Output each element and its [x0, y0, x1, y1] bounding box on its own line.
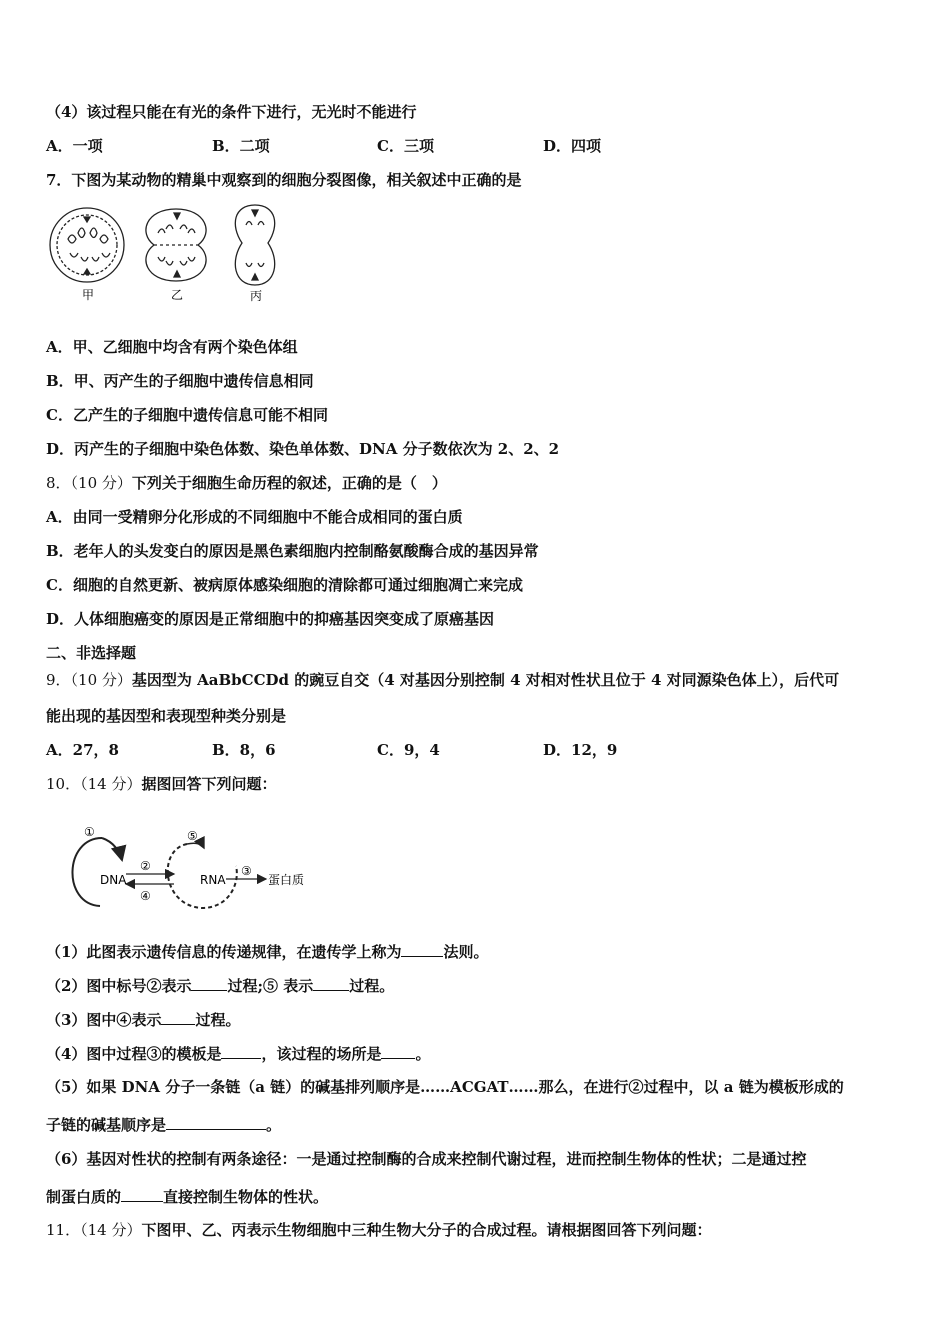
q7-option-d: D．丙产生的子细胞中染色体数、染色单体数、DNA 分子数依次为 2、2、2	[46, 440, 560, 458]
q10-p3-text: （3）图中④表示	[46, 1011, 162, 1029]
q10-part5-line1: （5）如果 DNA 分子一条链（a 链）的碱基排列顺序是……ACGAT……那么，在进行②过程中，以 a 链为模板形成的	[46, 1078, 844, 1096]
q10-p6-text: 制蛋白质的	[46, 1188, 122, 1206]
q7-stem: 7．下图为某动物的精巢中观察到的细胞分裂图像，相关叙述中正确的是	[46, 171, 522, 189]
cell-jia	[50, 208, 124, 282]
diagram-mark-3: ③	[241, 864, 252, 878]
q10-stem: 据图回答下列问题：	[141, 775, 277, 793]
fig-label-yi: 乙	[171, 288, 184, 302]
q6-item4: （4）该过程只能在有光的条件下进行，无光时不能进行	[46, 103, 417, 121]
q11-number: 11．	[46, 1221, 81, 1239]
q7-option-b: B．甲、丙产生的子细胞中遗传信息相同	[46, 372, 314, 390]
q10-part6-line2	[46, 1186, 328, 1207]
q11-stem: 下图甲、乙、丙表示生物细胞中三种生物大分子的合成过程。请根据图回答下列问题：	[141, 1221, 712, 1239]
cell-yi	[146, 209, 206, 281]
q11-stem-line	[46, 1220, 711, 1240]
q10-p1-text: （1）此图表示遗传信息的传递规律，在遗传学上称为	[46, 943, 402, 961]
q10-part2	[46, 975, 394, 996]
fig-label-bing: 丙	[250, 289, 263, 303]
diagram-mark-1: ①	[84, 825, 95, 839]
q10-p2-mid: 过程;⑤ 表示	[227, 977, 314, 995]
q10-p2-text: （2）图中标号②表示	[46, 977, 192, 995]
q9-stem-line1	[46, 670, 839, 690]
q10-points: （14 分）	[80, 775, 142, 793]
q10-p1-tail: 法则。	[443, 943, 489, 961]
q8-stem-line	[46, 473, 447, 493]
q11-points: （14 分）	[80, 1221, 142, 1239]
central-dogma-diagram	[62, 822, 322, 917]
q10-stem-line	[46, 774, 276, 794]
q7-option-c: C．乙产生的子细胞中遗传信息可能不相同	[46, 406, 328, 424]
answer-blank[interactable]	[221, 1043, 261, 1059]
diagram-protein: 蛋白质	[268, 873, 305, 887]
q10-number: 10．	[46, 775, 81, 793]
q10-part5-line2	[46, 1114, 281, 1135]
q6-option-c: C．三项	[377, 137, 434, 155]
q10-part6-line1: （6）基因对性状的控制有两条途径：一是通过控制酶的合成来控制代谢过程，进而控制生物体的性状；二是通过控	[46, 1150, 807, 1168]
q10-part4	[46, 1043, 430, 1064]
q8-number: 8．	[46, 474, 71, 492]
q9-number: 9．	[46, 671, 71, 689]
answer-blank[interactable]	[161, 1009, 195, 1025]
q9-stem-line2: 能出现的基因型和表现型种类分别是	[46, 707, 287, 725]
q10-p6-tail: 直接控制生物体的性状。	[163, 1188, 329, 1206]
q10-p5-tail: 。	[266, 1116, 282, 1134]
answer-blank[interactable]	[191, 975, 227, 991]
q8-option-b: B．老年人的头发变白的原因是黑色素细胞内控制酪氨酸酶合成的基因异常	[46, 542, 539, 560]
answer-blank[interactable]	[313, 975, 349, 991]
diagram-mark-5: ⑤	[187, 829, 198, 843]
cell-bing	[235, 205, 274, 285]
q9-option-c: C．9，4	[377, 741, 440, 759]
answer-blank[interactable]	[166, 1114, 266, 1130]
answer-blank[interactable]	[401, 941, 443, 957]
q10-part3	[46, 1009, 240, 1030]
q10-p2-tail: 过程。	[349, 977, 395, 995]
q10-p3-tail: 过程。	[195, 1011, 241, 1029]
q6-option-a: A．一项	[46, 137, 103, 155]
q10-p4-text: （4）图中过程③的模板是	[46, 1045, 222, 1063]
q7-option-a: A．甲、乙细胞中均含有两个染色体组	[46, 338, 298, 356]
q8-option-c: C．细胞的自然更新、被病原体感染细胞的清除都可通过细胞凋亡来完成	[46, 576, 523, 594]
q8-points: （10 分）	[70, 474, 132, 492]
diagram-rna: RNA	[200, 873, 226, 887]
fig-label-jia: 甲	[82, 288, 95, 302]
q9-stem1: 基因型为 AaBbCCDd 的豌豆自交（4 对基因分别控制 4 对相对性状且位于 4 对同源染色体上），后代可	[131, 671, 840, 689]
diagram-mark-4: ④	[140, 889, 151, 903]
answer-blank[interactable]	[381, 1043, 415, 1059]
q10-p4-mid: ，该过程的场所是	[261, 1045, 382, 1063]
answer-blank[interactable]	[121, 1186, 163, 1202]
q9-option-d: D．12，9	[543, 741, 618, 759]
q9-points: （10 分）	[70, 671, 132, 689]
q9-option-a: A．27，8	[46, 741, 119, 759]
q10-part1	[46, 941, 488, 962]
q6-option-d: D．四项	[543, 137, 602, 155]
q10-p5-text: 子链的碱基顺序是	[46, 1116, 167, 1134]
q9-option-b: B．8，6	[212, 741, 276, 759]
q8-option-a: A．由同一受精卵分化形成的不同细胞中不能合成相同的蛋白质	[46, 508, 463, 526]
diagram-dna: DNA	[100, 873, 127, 887]
q8-stem: 下列关于细胞生命历程的叙述，正确的是（ ）	[131, 474, 447, 492]
q8-option-d: D．人体细胞癌变的原因是正常细胞中的抑癌基因突变成了原癌基因	[46, 610, 495, 628]
q10-p4-tail: 。	[415, 1045, 431, 1063]
q6-option-b: B．二项	[212, 137, 270, 155]
section-heading: 二、非选择题	[46, 644, 137, 662]
cell-division-figure	[46, 203, 296, 308]
diagram-mark-2: ②	[140, 859, 151, 873]
